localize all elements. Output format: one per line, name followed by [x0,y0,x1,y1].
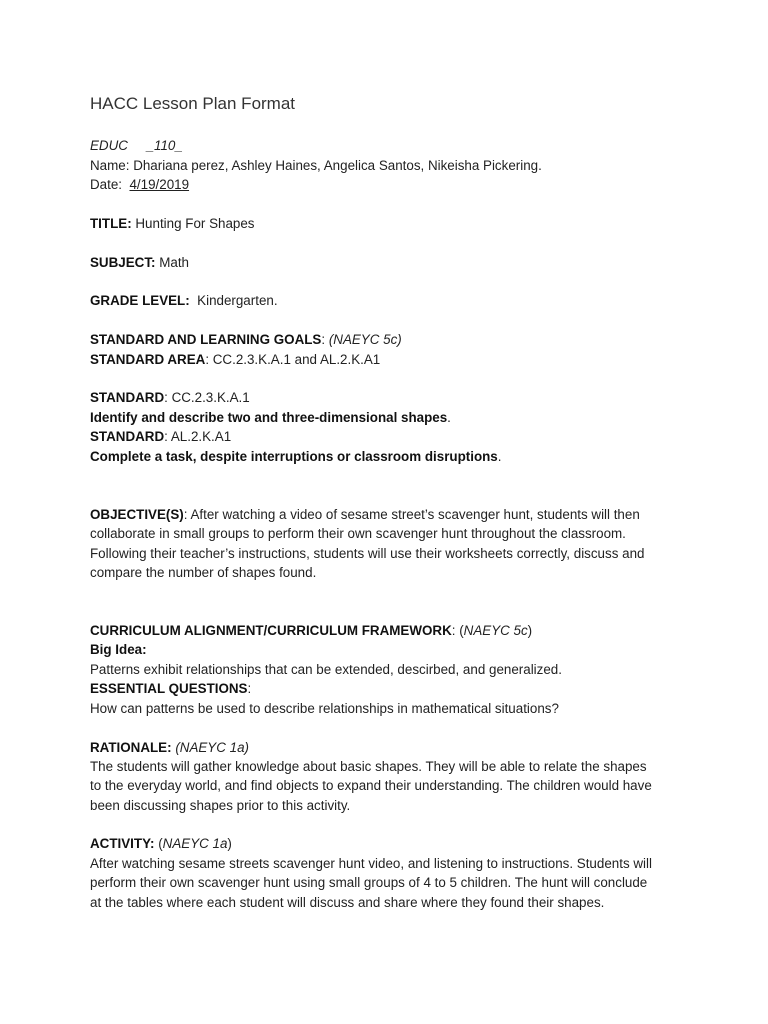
rationale-ref: (NAEYC 1a) [175,740,249,755]
standard1-line [90,390,250,406]
standard1-desc: Identify and describe two and three-dimensional shapes. [90,410,451,425]
activity-ref: NAEYC 1a [162,836,228,851]
rationale-line [90,740,249,756]
rationale-text-1: The students will gather knowledge about basic shapes. They will be able to relate the shapes [90,759,647,774]
standard1-label: STANDARD [90,390,165,405]
standard-area-value: : CC.2.3.K.A.1 and AL.2.K.A1 [205,352,381,367]
rationale-text-3: been discussing shapes prior to this activity. [90,798,351,813]
activity-label: ACTIVITY: [90,836,155,851]
educ-line [90,138,183,154]
subject-line [90,255,189,271]
curriculum-line: CURRICULUM ALIGNMENT/CURRICULUM FRAMEWORK: (NAEYC 5c) [90,623,533,638]
educ-value: _110_ [146,138,183,153]
big-idea-label-line [90,642,147,658]
grade-line [90,293,278,309]
objective-label: OBJECTIVE(S) [90,507,184,522]
grade-label: GRADE LEVEL: [90,293,190,308]
essential-questions-line: ESSENTIAL QUESTIONS: [90,681,252,696]
standard2-value: : AL.2.K.A1 [164,429,232,444]
name-value: Dhariana perez, Ashley Haines, Angelica Santos, Nikeisha Pickering. [133,158,542,173]
standard2-line [90,429,231,445]
name-line [90,158,542,174]
essential-questions-label: ESSENTIAL QUESTIONS [90,681,248,696]
objective-line-4: compare the number of shapes found. [90,565,317,580]
rationale-label: RATIONALE: [90,740,172,755]
essential-questions-text: How can patterns be used to describe relationships in mathematical situations? [90,701,559,716]
big-idea-text: Patterns exhibit relationships that can be extended, descirbed, and generalized. [90,662,562,677]
educ-label: EDUC [90,138,128,153]
activity-line: ACTIVITY: (NAEYC 1a) [90,836,232,851]
subject-value: Math [159,255,189,270]
standard2-desc: Complete a task, despite interruptions or classroom disruptions. [90,449,502,464]
standard2-label: STANDARD [90,429,165,444]
standard1-value: : CC.2.3.K.A.1 [164,390,250,405]
standard1-desc-text: Identify and describe two and three-dimensional shapes [90,410,448,425]
objective-line-3: Following their teacher’s instructions, students will use their worksheets correctly, discuss and [90,546,645,561]
standard2-desc-text: Complete a task, despite interruptions or classroom disruptions [90,449,498,464]
goals-line: STANDARD AND LEARNING GOALS: (NAEYC 5c) [90,332,402,347]
title-value: Hunting For Shapes [135,216,255,231]
activity-text-2: perform their own scavenger hunt using small groups of 4 to 5 children. The hunt will conclude [90,875,648,890]
standard-area-label: STANDARD AREA [90,352,206,367]
name-label: Name: [90,158,130,173]
goals-label: STANDARD AND LEARNING GOALS [90,332,322,347]
objective-line-1 [90,507,640,523]
goals-ref: (NAEYC 5c) [328,332,402,347]
date-label: Date: [90,177,123,192]
grade-value: Kindergarten. [197,293,278,308]
date-value: 4/19/2019 [129,177,190,192]
document-title: HACC Lesson Plan Format [90,94,296,113]
activity-text-3: at the tables where each student will discuss and share where they found their shapes. [90,895,605,910]
standard-area-line [90,352,380,368]
curriculum-ref: NAEYC 5c [463,623,528,638]
objective-line-2: collaborate in small groups to perform their own scavenger hunt throughout the classroom. [90,526,626,541]
subject-label: SUBJECT: [90,255,156,270]
rationale-text-2: to the everyday world, and find objects to expand their understanding. The children would have [90,778,652,793]
title-line [90,216,255,232]
date-line [90,177,189,193]
big-idea-label: Big Idea: [90,642,147,657]
title-label: TITLE: [90,216,132,231]
objective-text-1: : After watching a video of sesame street’s scavenger hunt, students will then [183,507,640,522]
curriculum-label: CURRICULUM ALIGNMENT/CURRICULUM FRAMEWORK [90,623,452,638]
activity-text-1: After watching sesame streets scavenger hunt video, and listening to instructions. Students will [90,856,652,871]
